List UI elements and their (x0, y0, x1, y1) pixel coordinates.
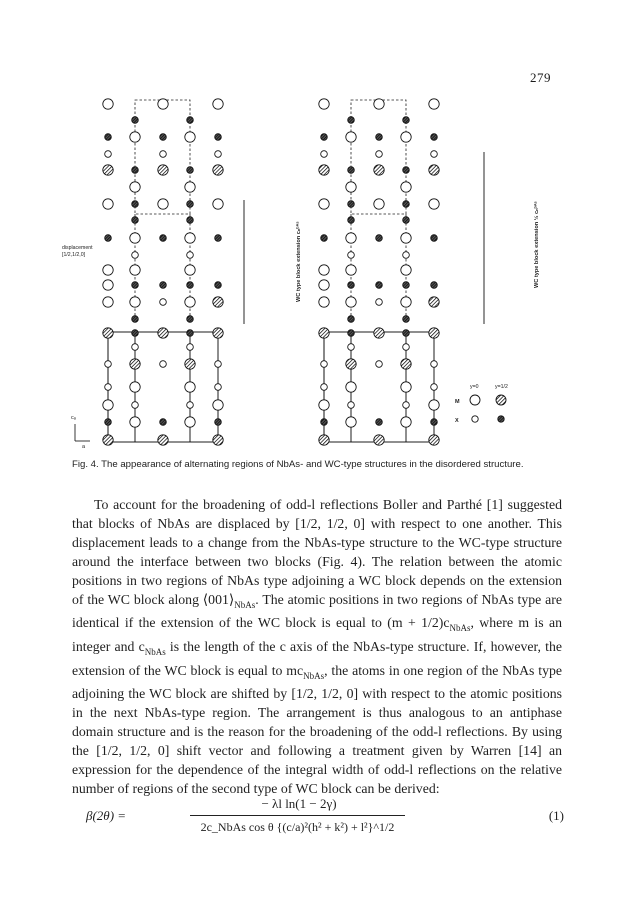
metal-atom (401, 417, 411, 427)
metal-atom (185, 382, 195, 392)
nonmetal-atom (215, 361, 222, 368)
nonmetal-atom (376, 419, 383, 426)
right-panel-atoms (319, 99, 484, 445)
metal-atom (374, 165, 384, 175)
nonmetal-atom (132, 282, 139, 289)
metal-atom (429, 199, 439, 209)
axis-a-label: a (82, 444, 86, 450)
paragraph-text: To account for the broadening of odd-l reflections Boller and Parthé [1] suggested that blocks of NbAs are displaced by [1/2, 1/2, 0] with respect to one another. This displacement leads to a change from the NbAs-type structure to the WC-type structure around the interface between two blocks (Fig. 4). The relation between the atomic positions in two regions of NbAs type adjoining a WC block depends on the extension of the WC block along $⟨001⟩_{NbAs}$. The atomic positions in two regions of NbAs type are identical if the extension of the WC block is equal to $(m + 1/2)c_{NbAs}$, where m is an integer and $c_{NbAs}$ is the length of the c axis of the NbAs-type structure. If, however, the extension of the WC block is equal to $mc_{NbAs}$, the atoms in one region of the NbAs type adjoining the WC block are shifted by [1/2, 1/2, 0] with respect to the atomic positions in the next NbAs-type region. The arrangement is thus analogous to an antiphase domain structure and is the reason for the broadening of the odd-l reflections. By using the [1/2, 1/2, 0] shift vector and following a treatment given by Warren [14] an expression for the dependence of the integral width of odd-l reflections on the relative number of regions of the second type of WC block can be derived: (72, 497, 563, 796)
metal-atom (130, 265, 140, 275)
nonmetal-atom (160, 151, 167, 158)
nonmetal-atom (403, 282, 410, 289)
nonmetal-atom (215, 134, 222, 141)
nonmetal-atom (132, 117, 139, 124)
nonmetal-atom (105, 151, 112, 158)
metal-atom (103, 165, 113, 175)
metal-atom (213, 99, 223, 109)
metal-atom (346, 297, 356, 307)
metal-atom (319, 328, 329, 338)
metal-atom (319, 297, 329, 307)
equation-number: (1) (548, 808, 564, 823)
metal-atom (429, 328, 439, 338)
metal-atom (319, 199, 329, 209)
nonmetal-atom (187, 217, 194, 224)
left-wc-block-label: WC type block extension cₙᵇᴬˢ (296, 221, 302, 302)
metal-atom (103, 99, 113, 109)
nonmetal-atom (187, 344, 194, 351)
nonmetal-atom (376, 235, 383, 242)
nonmetal-atom (376, 361, 383, 368)
nonmetal-atom (348, 330, 355, 337)
nonmetal-atom (376, 134, 383, 141)
metal-atom (319, 99, 329, 109)
metal-atom (185, 359, 195, 369)
figure-caption: Fig. 4. The appearance of alternating regions of NbAs- and WC-type structures in the disordered structure. (72, 459, 524, 470)
metal-atom (319, 265, 329, 275)
nonmetal-atom (321, 235, 328, 242)
nonmetal-atom (132, 167, 139, 174)
nonmetal-atom (160, 299, 167, 306)
nonmetal-atom (215, 235, 222, 242)
nonmetal-atom (348, 252, 355, 259)
metal-atom (103, 400, 113, 410)
left-panel-atoms (103, 99, 244, 445)
metal-atom (158, 99, 168, 109)
metal-atom (374, 99, 384, 109)
metal-atom (103, 328, 113, 338)
metal-atom (429, 435, 439, 445)
metal-atom (401, 265, 411, 275)
nonmetal-atom (403, 217, 410, 224)
nonmetal-atom (403, 330, 410, 337)
nonmetal-atom (348, 282, 355, 289)
metal-atom (130, 297, 140, 307)
metal-atom (401, 182, 411, 192)
nonmetal-atom (431, 151, 438, 158)
metal-atom (346, 182, 356, 192)
equation-1 (72, 796, 564, 850)
metal-atom (429, 400, 439, 410)
nonmetal-atom (431, 361, 438, 368)
figure-4-structure-diagram (62, 92, 568, 454)
metal-atom (346, 417, 356, 427)
legend-m: M (455, 399, 460, 405)
metal-atom (346, 359, 356, 369)
nonmetal-atom (403, 316, 410, 323)
nonmetal-atom (431, 282, 438, 289)
nonmetal-atom (132, 252, 139, 259)
metal-atom (158, 435, 168, 445)
nonmetal-atom (105, 419, 112, 426)
nonmetal-atom (160, 282, 167, 289)
equation-denominator: 2c_NbAs cos θ {(c/a)²(h² + k²) + l²}^1/2 (200, 820, 395, 834)
metal-atom (103, 435, 113, 445)
metal-atom (213, 328, 223, 338)
metal-atom (319, 435, 329, 445)
legend-x-y0-symbol (472, 416, 478, 422)
nonmetal-atom (105, 134, 112, 141)
nonmetal-atom (132, 330, 139, 337)
nonmetal-atom (348, 117, 355, 124)
metal-atom (213, 297, 223, 307)
nonmetal-atom (376, 299, 383, 306)
metal-atom (185, 182, 195, 192)
legend-m-y0-symbol (470, 395, 480, 405)
legend-x-y12-symbol (498, 416, 504, 422)
displacement-label: displacement (62, 245, 93, 251)
metal-atom (103, 199, 113, 209)
nonmetal-atom (348, 402, 355, 409)
axis-indicator (71, 415, 90, 450)
metal-atom (319, 400, 329, 410)
legend-m-y12-symbol (496, 395, 506, 405)
metal-atom (158, 165, 168, 175)
nonmetal-atom (132, 402, 139, 409)
nonmetal-atom (348, 316, 355, 323)
nonmetal-atom (160, 361, 167, 368)
metal-atom (346, 233, 356, 243)
metal-atom (401, 297, 411, 307)
metal-atom (429, 99, 439, 109)
metal-atom (319, 280, 329, 290)
metal-atom (401, 382, 411, 392)
nonmetal-atom (105, 361, 112, 368)
nonmetal-atom (215, 419, 222, 426)
legend-y0: y=0 (470, 384, 479, 390)
nonmetal-atom (187, 201, 194, 208)
metal-atom (346, 132, 356, 142)
metal-atom (429, 165, 439, 175)
nonmetal-atom (403, 201, 410, 208)
nonmetal-atom (403, 402, 410, 409)
body-paragraph (72, 496, 562, 799)
equation-lhs: β(2θ) = (86, 808, 127, 823)
metal-atom (185, 417, 195, 427)
metal-atom (130, 132, 140, 142)
nonmetal-atom (187, 330, 194, 337)
nonmetal-atom (321, 419, 328, 426)
metal-atom (130, 359, 140, 369)
nonmetal-atom (187, 117, 194, 124)
nonmetal-atom (160, 235, 167, 242)
nonmetal-atom (321, 134, 328, 141)
nonmetal-atom (321, 151, 328, 158)
metal-atom (130, 233, 140, 243)
metal-atom (401, 132, 411, 142)
metal-atom (213, 199, 223, 209)
nonmetal-atom (187, 167, 194, 174)
nonmetal-atom (187, 282, 194, 289)
nonmetal-atom (132, 316, 139, 323)
nonmetal-atom (187, 252, 194, 259)
metal-atom (401, 359, 411, 369)
nonmetal-atom (376, 151, 383, 158)
metal-atom (158, 199, 168, 209)
metal-atom (185, 265, 195, 275)
axis-c-label: cₐ (71, 415, 76, 421)
nonmetal-atom (403, 117, 410, 124)
metal-atom (130, 182, 140, 192)
metal-atom (346, 265, 356, 275)
nonmetal-atom (215, 151, 222, 158)
nonmetal-atom (160, 419, 167, 426)
metal-atom (130, 417, 140, 427)
page-number: 279 (530, 70, 551, 85)
nonmetal-atom (321, 384, 328, 391)
metal-atom (103, 265, 113, 275)
metal-atom (185, 132, 195, 142)
nonmetal-atom (105, 235, 112, 242)
nonmetal-atom (403, 167, 410, 174)
nonmetal-atom (321, 361, 328, 368)
nonmetal-atom (348, 201, 355, 208)
nonmetal-atom (403, 344, 410, 351)
metal-atom (213, 435, 223, 445)
nonmetal-atom (431, 134, 438, 141)
metal-atom (401, 233, 411, 243)
metal-atom (374, 199, 384, 209)
nonmetal-atom (187, 316, 194, 323)
metal-atom (103, 280, 113, 290)
metal-atom (346, 382, 356, 392)
nonmetal-atom (215, 282, 222, 289)
nonmetal-atom (132, 217, 139, 224)
legend-y12: y=1/2 (495, 384, 508, 390)
nonmetal-atom (132, 344, 139, 351)
metal-atom (103, 297, 113, 307)
metal-atom (374, 435, 384, 445)
legend (455, 384, 508, 424)
nonmetal-atom (403, 252, 410, 259)
metal-atom (319, 165, 329, 175)
nonmetal-atom (348, 344, 355, 351)
right-wc-block-label: WC type block extension ½ cₙᵇᴬˢ (534, 201, 540, 288)
metal-atom (374, 328, 384, 338)
nonmetal-atom (160, 134, 167, 141)
nonmetal-atom (215, 384, 222, 391)
nonmetal-atom (431, 384, 438, 391)
metal-atom (185, 297, 195, 307)
nonmetal-atom (187, 402, 194, 409)
nonmetal-atom (431, 235, 438, 242)
equation-fraction-bar (190, 815, 405, 816)
nonmetal-atom (376, 282, 383, 289)
nonmetal-atom (132, 201, 139, 208)
equation-numerator: − λl ln(1 − 2γ) (261, 796, 337, 811)
metal-atom (213, 165, 223, 175)
metal-atom (185, 233, 195, 243)
nonmetal-atom (105, 384, 112, 391)
metal-atom (158, 328, 168, 338)
nonmetal-atom (431, 419, 438, 426)
metal-atom (429, 297, 439, 307)
nonmetal-atom (348, 167, 355, 174)
legend-x: X (455, 418, 459, 424)
metal-atom (130, 382, 140, 392)
nonmetal-atom (348, 217, 355, 224)
displacement-vector-label: [1/2,1/2,0] (62, 252, 86, 258)
metal-atom (213, 400, 223, 410)
